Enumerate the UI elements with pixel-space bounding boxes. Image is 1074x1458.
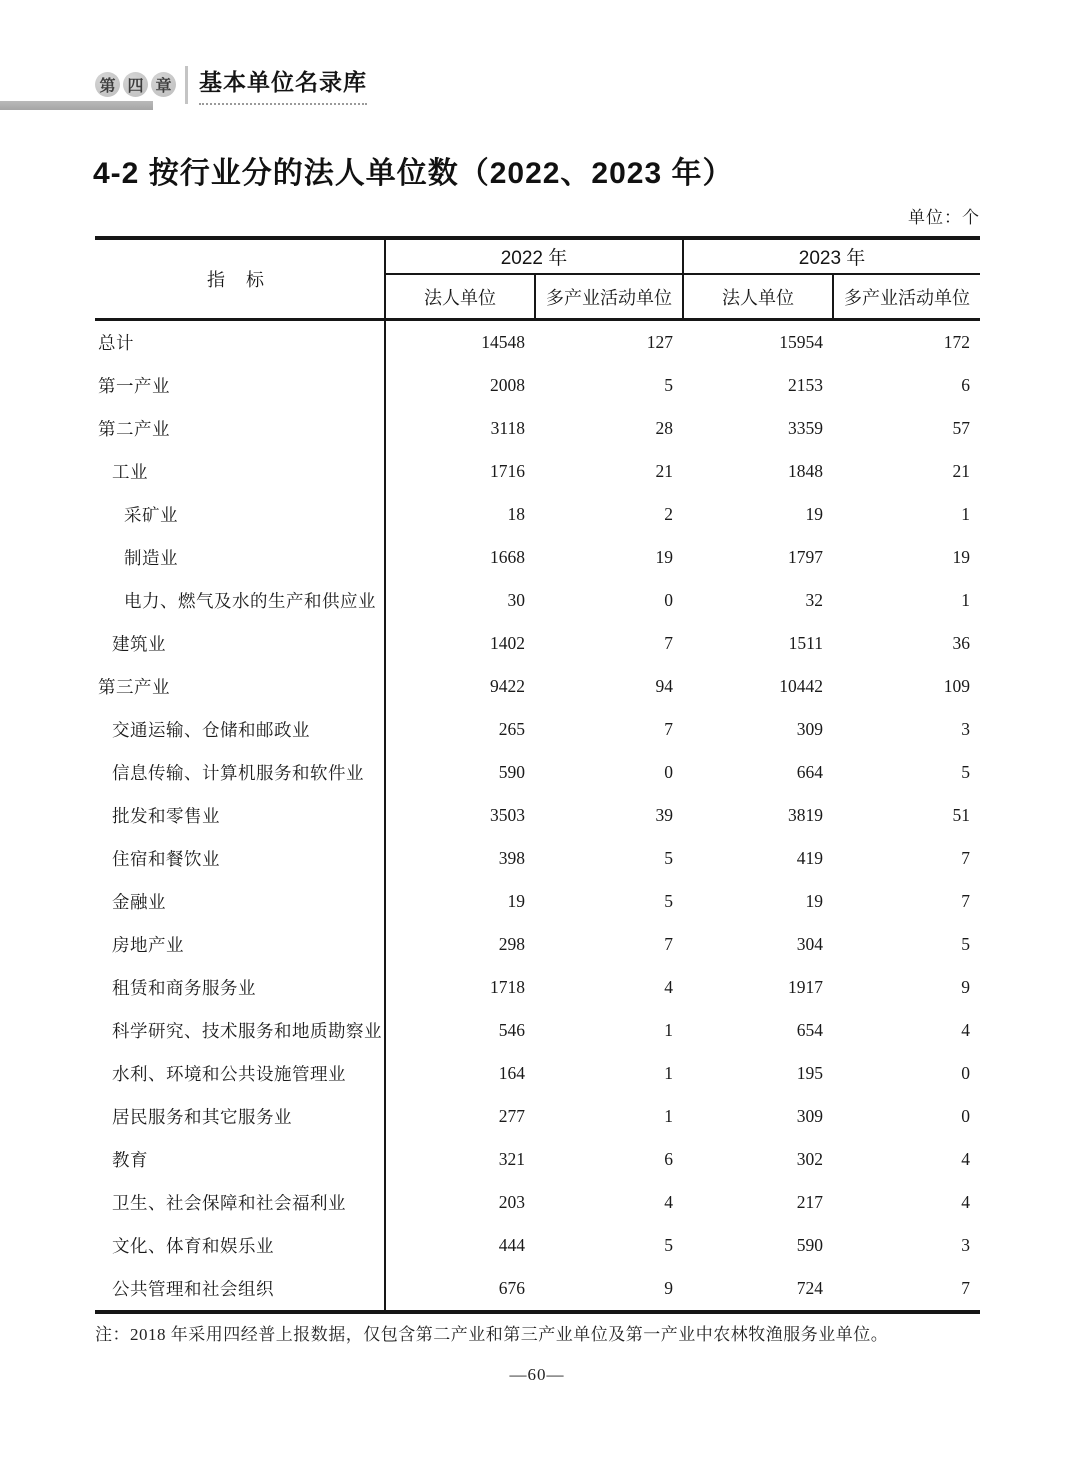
cell-value: 3118 (490, 418, 525, 438)
cell-value: 127 (646, 332, 674, 352)
cell-value: 590 (796, 1235, 824, 1255)
cell-value: 546 (498, 1020, 525, 1040)
table-row (95, 1052, 980, 1095)
cell-value: 19 (655, 547, 674, 567)
table-row (95, 450, 980, 493)
cell-value: 676 (498, 1278, 525, 1298)
row-label: 租赁和商务服务业 (95, 966, 385, 1009)
row-label: 第三产业 (95, 665, 385, 708)
cell-value: 6 (664, 1149, 674, 1169)
cell-value: 203 (498, 1192, 525, 1212)
cell-value: 18 (507, 504, 525, 524)
cell-value: 7 (961, 848, 971, 868)
row-label: 批发和零售业 (95, 794, 385, 837)
row-label: 交通运输、仓储和邮政业 (95, 708, 385, 751)
cell-value: 3 (961, 719, 971, 739)
chapter-badge-char: 第 (95, 72, 120, 97)
cell-value: 15954 (779, 332, 824, 352)
cell-value: 32 (805, 590, 824, 610)
cell-value: 1 (664, 1020, 674, 1040)
cell-value: 1 (664, 1063, 674, 1083)
cell-value: 51 (952, 805, 971, 825)
table-header (95, 238, 980, 320)
cell-value: 3819 (788, 805, 824, 825)
chapter-badge-char: 四 (123, 72, 148, 97)
cell-value: 109 (943, 676, 971, 696)
cell-value: 590 (498, 762, 525, 782)
cell-value: 9422 (490, 676, 525, 696)
cell-value: 0 (664, 762, 674, 782)
row-label: 居民服务和其它服务业 (95, 1095, 385, 1138)
cell-value: 304 (796, 934, 824, 954)
cell-value: 36 (952, 633, 971, 653)
row-label: 水利、环境和公共设施管理业 (95, 1052, 385, 1095)
cell-value: 5 (664, 891, 674, 911)
table-row (95, 536, 980, 579)
cell-value: 1 (664, 1106, 674, 1126)
column-header-year-2022: 2022 年 (385, 238, 683, 274)
cell-value: 5 (961, 762, 971, 782)
table-row (95, 880, 980, 923)
row-label: 制造业 (95, 536, 385, 579)
cell-value: 19 (507, 891, 525, 911)
row-label: 信息传输、计算机服务和软件业 (95, 751, 385, 794)
chapter-badge (95, 72, 176, 97)
row-label: 卫生、社会保障和社会福利业 (95, 1181, 385, 1224)
row-label: 金融业 (95, 880, 385, 923)
cell-value: 164 (498, 1063, 525, 1083)
cell-value: 6 (961, 375, 971, 395)
table-row (95, 1181, 980, 1224)
cell-value: 1402 (490, 633, 525, 653)
cell-value: 39 (655, 805, 674, 825)
cell-value: 419 (796, 848, 824, 868)
row-label: 公共管理和社会组织 (95, 1267, 385, 1312)
cell-value: 172 (943, 332, 971, 352)
unit-label: 单位：个 (908, 208, 980, 227)
table-row (95, 751, 980, 794)
table-row (95, 1095, 980, 1138)
cell-value: 195 (796, 1063, 824, 1083)
cell-value: 302 (796, 1149, 824, 1169)
table-row (95, 622, 980, 665)
cell-value: 664 (796, 762, 824, 782)
cell-value: 5 (961, 934, 971, 954)
chapter-title: 基本单位名录库 (199, 64, 367, 105)
row-label: 科学研究、技术服务和地质勘察业 (95, 1009, 385, 1052)
row-label: 住宿和餐饮业 (95, 837, 385, 880)
table-row (95, 364, 980, 407)
table-row (95, 1224, 980, 1267)
cell-value: 5 (664, 375, 674, 395)
cell-value: 10442 (779, 676, 824, 696)
row-label: 第二产业 (95, 407, 385, 450)
cell-value: 5 (664, 1235, 674, 1255)
header-gray-bar (0, 101, 153, 110)
cell-value: 21 (952, 461, 971, 481)
cell-value: 57 (952, 418, 971, 438)
cell-value: 309 (796, 719, 824, 739)
chapter-badge-char: 章 (151, 72, 176, 97)
cell-value: 19 (805, 891, 824, 911)
cell-value: 321 (498, 1149, 525, 1169)
industry-units-table (95, 236, 980, 1314)
table-row (95, 923, 980, 966)
column-header-indicator: 指 标 (95, 238, 385, 320)
cell-value: 277 (498, 1106, 525, 1126)
cell-value: 1 (961, 590, 971, 610)
cell-value: 1 (961, 504, 971, 524)
row-label: 采矿业 (95, 493, 385, 536)
cell-value: 9 (664, 1278, 674, 1298)
cell-value: 0 (664, 590, 674, 610)
column-header-year-2023: 2023 年 (683, 238, 980, 274)
cell-value: 94 (655, 676, 674, 696)
column-header-legal-units-2022: 法人单位 (385, 274, 535, 320)
cell-value: 2 (664, 504, 674, 524)
table-row (95, 708, 980, 751)
cell-value: 1917 (788, 977, 824, 997)
table-row (95, 665, 980, 708)
cell-value: 19 (952, 547, 971, 567)
cell-value: 444 (498, 1235, 525, 1255)
cell-value: 7 (664, 719, 674, 739)
table-row (95, 493, 980, 536)
cell-value: 4 (664, 977, 674, 997)
cell-value: 1511 (788, 633, 824, 653)
column-header-multi-units-2023: 多产业活动单位 (833, 274, 980, 320)
row-label: 第一产业 (95, 364, 385, 407)
chapter-header (95, 64, 367, 105)
row-label: 文化、体育和娱乐业 (95, 1224, 385, 1267)
cell-value: 30 (507, 590, 525, 610)
table-body (95, 320, 980, 1313)
cell-value: 19 (805, 504, 824, 524)
cell-value: 4 (961, 1020, 971, 1040)
header-divider (185, 66, 188, 104)
table-row (95, 407, 980, 450)
cell-value: 0 (961, 1063, 971, 1083)
table-note: 注：2018 年采用四经普上报数据，仅包含第二产业和第三产业单位及第一产业中农林牧渔服务业单位。 (95, 1325, 889, 1344)
cell-value: 265 (498, 719, 525, 739)
cell-value: 1718 (490, 977, 525, 997)
cell-value: 7 (961, 1278, 971, 1298)
cell-value: 654 (796, 1020, 824, 1040)
table-row (95, 1009, 980, 1052)
cell-value: 4 (664, 1192, 674, 1212)
cell-value: 14548 (481, 332, 525, 352)
row-label: 电力、燃气及水的生产和供应业 (95, 579, 385, 622)
cell-value: 3359 (788, 418, 824, 438)
table-row (95, 966, 980, 1009)
cell-value: 3 (961, 1235, 971, 1255)
cell-value: 4 (961, 1149, 971, 1169)
cell-value: 1716 (490, 461, 525, 481)
table-row (95, 320, 980, 365)
cell-value: 398 (498, 848, 525, 868)
cell-value: 21 (655, 461, 674, 481)
row-label: 总计 (95, 320, 385, 365)
table-row (95, 579, 980, 622)
cell-value: 9 (961, 977, 971, 997)
cell-value: 1848 (788, 461, 824, 481)
cell-value: 1797 (788, 547, 824, 567)
cell-value: 7 (961, 891, 971, 911)
cell-value: 3503 (490, 805, 525, 825)
cell-value: 1668 (490, 547, 525, 567)
cell-value: 7 (664, 934, 674, 954)
page-title: 4-2 按行业分的法人单位数（2022、2023 年） (93, 157, 734, 190)
cell-value: 2008 (490, 375, 525, 395)
column-header-legal-units-2023: 法人单位 (683, 274, 833, 320)
cell-value: 0 (961, 1106, 971, 1126)
cell-value: 4 (961, 1192, 971, 1212)
cell-value: 309 (796, 1106, 824, 1126)
table-row (95, 794, 980, 837)
page-number: —60— (509, 1365, 565, 1384)
cell-value: 2153 (788, 375, 824, 395)
cell-value: 5 (664, 848, 674, 868)
cell-value: 28 (655, 418, 674, 438)
cell-value: 724 (796, 1278, 824, 1298)
table-row (95, 1267, 980, 1312)
row-label: 建筑业 (95, 622, 385, 665)
row-label: 房地产业 (95, 923, 385, 966)
column-header-multi-units-2022: 多产业活动单位 (535, 274, 683, 320)
row-label: 教育 (95, 1138, 385, 1181)
cell-value: 298 (498, 934, 525, 954)
table-row (95, 837, 980, 880)
cell-value: 217 (796, 1192, 824, 1212)
row-label: 工业 (95, 450, 385, 493)
cell-value: 7 (664, 633, 674, 653)
table-row (95, 1138, 980, 1181)
